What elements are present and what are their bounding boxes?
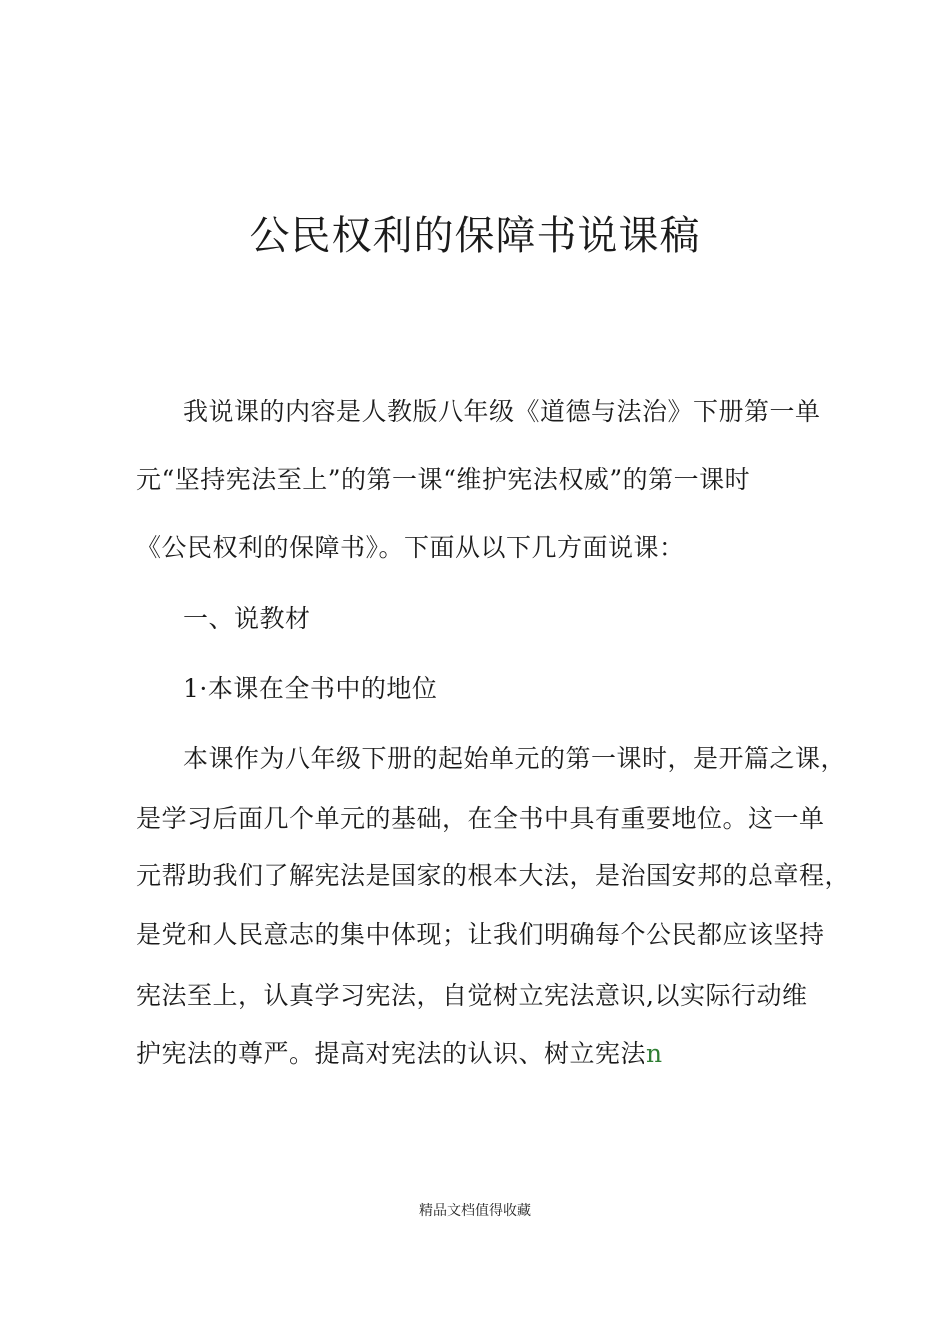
body-line-6-text: 护宪法的尊严。提高对宪法的认识、树立宪法: [136, 1039, 647, 1068]
document-title: 公民权利的保障书说课稿: [249, 213, 701, 259]
body-line-6: [136, 1036, 663, 1072]
intro-line-1: 我说课的内容是人教版八年级《道德与法治》下册第一单: [183, 397, 821, 426]
body-line-1: 本课作为八年级下册的起始单元的第一课时，是开篇之课，: [183, 744, 847, 773]
body-line-4: 是党和人民意志的集中体现；让我们明确每个公民都应该坚持: [136, 920, 825, 949]
body-line-2: 是学习后面几个单元的基础，在全书中具有重要地位。这一单: [136, 804, 825, 833]
body-line-5: 宪法至上，认真学习宪法，自觉树立宪法意识,以实际行动维: [136, 981, 808, 1010]
intro-line-3: 《公民权利的保障书》。下面从以下几方面说课：: [136, 533, 685, 562]
intro-line-2: 元“坚持宪法至上”的第一课“维护宪法权威”的第一课时: [136, 465, 751, 494]
trailing-character: n: [646, 1039, 663, 1068]
body-line-3: 元帮助我们了解宪法是国家的根本大法，是治国安邦的总章程，: [136, 861, 851, 890]
section-heading: 一、说教材: [183, 604, 311, 633]
subsection-heading: 1·本课在全书中的地位: [183, 674, 438, 703]
page-footer: 精品文档值得收藏: [419, 1203, 531, 1219]
